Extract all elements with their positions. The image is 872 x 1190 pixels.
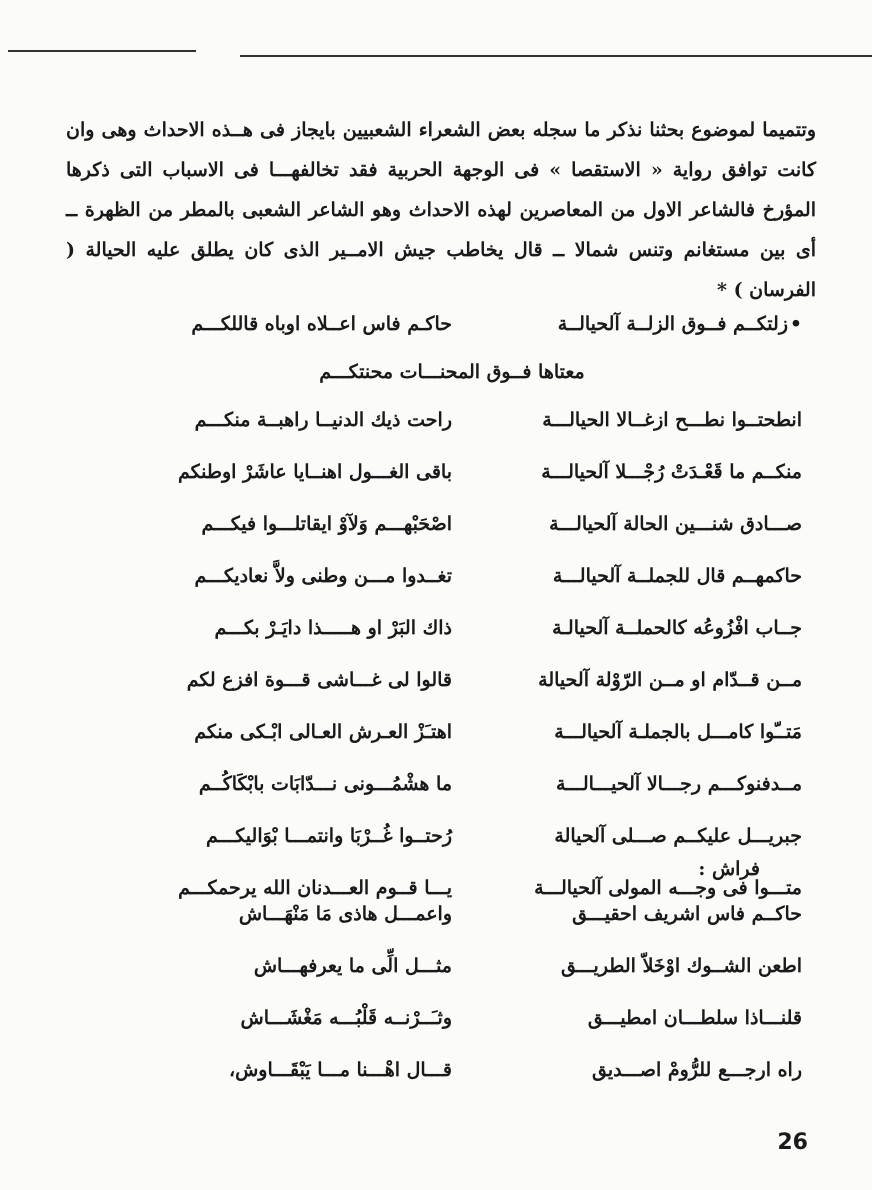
- verse-hemistich-1: مــن قــدّام او مــن الرّوْلة آلحيالة: [538, 669, 802, 691]
- header-rule-left: [8, 50, 196, 52]
- page-number: 26: [777, 1130, 808, 1155]
- verse-hemistich-1: مــدفنوكـــم رجـــالا آلحيـــالـــة: [555, 773, 802, 795]
- verse-hemistich-1: منكــم ما قَعْـدَتْ رُجْـــلا آلحيالـــة: [541, 461, 802, 483]
- verse-hemistich-1: جــاب افْزُوعُه كالحملــة آلحيالـة: [552, 617, 802, 639]
- verse-hemistich-2: حاكـم فاس اعــلاه اوباه قاللكـــم: [191, 313, 452, 335]
- verse-row: [52, 446, 812, 498]
- verse-row: [52, 810, 812, 862]
- verse-hemistich-1: مَتــّوا كامـــل بالجملـة آلحيالـــة: [554, 721, 802, 743]
- verse-hemistich-2: يـــا قــوم العـــدنان الله يرحمكـــم: [178, 877, 452, 899]
- verse-row: [52, 550, 812, 602]
- verse-hemistich-2: رُحتــوا غُــرْبَا وانتمـــا بْوَاليكـــم: [205, 825, 452, 847]
- verse-hemistich-1: اطعن الشــوك اوْخَلاّ الطريـــق: [560, 955, 802, 977]
- verse-hemistich-1: انطحتــوا نطـــح ازغــالا الحيالـــة: [542, 409, 802, 431]
- verse-hemistich-2: مثـــل الِّى ما يعرفهـــاش: [253, 955, 452, 977]
- header-rule-right: [240, 55, 872, 57]
- verse-hemistich-2: قـــال اهْـــنا مـــا يَبْقَـــاوش،: [228, 1059, 452, 1081]
- verse-hemistich-1: راه ارجـــع للرُّومْ اصـــديق: [592, 1059, 802, 1081]
- verse-hemistich-2: قالوا لى غـــاشى قـــوة افزع لكم: [186, 669, 452, 691]
- verse-row: [52, 940, 812, 992]
- verse-hemistich-1: قلنـــاذا سلطـــان امطيـــق: [587, 1007, 802, 1029]
- poem-1: [52, 298, 812, 914]
- verse-row: [52, 992, 812, 1044]
- verse-hemistich-1: حاكمهــم قال للجملــة آلحيالـــة: [552, 565, 802, 587]
- verse-row: [52, 654, 812, 706]
- verse-hemistich-1: متـــوا فى وجـــه المولى آلحيالـــة: [534, 877, 802, 899]
- verse-hemistich-2: تغــدوا مـــن وطنى ولاَّ نعاديكـــم: [194, 565, 452, 587]
- verse-hemistich-2: واعمـــل هاذى مَا مَنْهَـــاش: [238, 903, 452, 925]
- verse-row: [52, 602, 812, 654]
- verse-hemistich-2: وثـَــرْنــه قَلْبُـــه مَغْشَـــاش: [240, 1007, 452, 1029]
- verse-hemistich-1: جبريـــل عليكــم صـــلى آلحيالة: [554, 825, 802, 847]
- verse-row: [52, 758, 812, 810]
- verse-row: [52, 394, 812, 446]
- verse-hemistich-2: اهتـَزْ العـرش العـالى ابْـكى منكم: [194, 721, 452, 743]
- verse-hemistich-2: باقى الغـــول اهنــايا عاشَرْ اوطنكم: [177, 461, 452, 483]
- verse-hemistich-2: راحت ذيك الدنيــا راهبــة منكـــم: [194, 409, 452, 431]
- verse-row: [52, 888, 812, 940]
- verse-hemistich-2: ذاك البَرْ او هـــــذا دايَـرْ بكـــم: [214, 617, 452, 639]
- verse-hemistich-1: حاكــم فاس اشريف احقيـــق: [572, 903, 802, 925]
- verse-row: [52, 498, 812, 550]
- verse-hemistich-1: زلتكــم فــوق الزلــة آلحيالــة: [557, 313, 788, 335]
- section-label: فراش :: [698, 858, 760, 880]
- poem-2: [52, 888, 812, 1096]
- verse-row: [52, 1044, 812, 1096]
- verse-hemistich-2: اصْحَبْهـــم وَلآوْ ايقاتلـــوا فيكـــم: [201, 513, 452, 535]
- intro-paragraph: وتتميما لموضوع بحثنا نذكر ما سجله بعض الشعراء الشعبيين بايجاز فى هــذه الاحداث وهى وان كانت توافق رواية « الاستقصا » فى الوجهة الحربية فقد تخالفهـــا فى الاسباب التى ذكرها المؤرخ فالشاعر الاول من المعاصرين لهذه الاحداث وهو الشاعر الشعبى بالمطر من الظهرة ــ أى بين مستغانم وتنس شمالا ــ قال يخاطب جيش الامــير الذى كان يطلق عليه الحيالة ( الفرسان ) *: [66, 119, 816, 301]
- verse-center-line: معتاها فــوق المحنـــات محنتكـــم: [319, 361, 585, 383]
- bullet-mark: •: [789, 313, 802, 335]
- verse-row: [52, 298, 812, 350]
- verse-hemistich-1: صـــادق شنـــين الحالة آلحيالـــة: [549, 513, 802, 535]
- verse-hemistich-2: ما هشْمُـــونى نـــدّابَات بابْكَاكُــم: [198, 773, 452, 795]
- verse-row: [52, 706, 812, 758]
